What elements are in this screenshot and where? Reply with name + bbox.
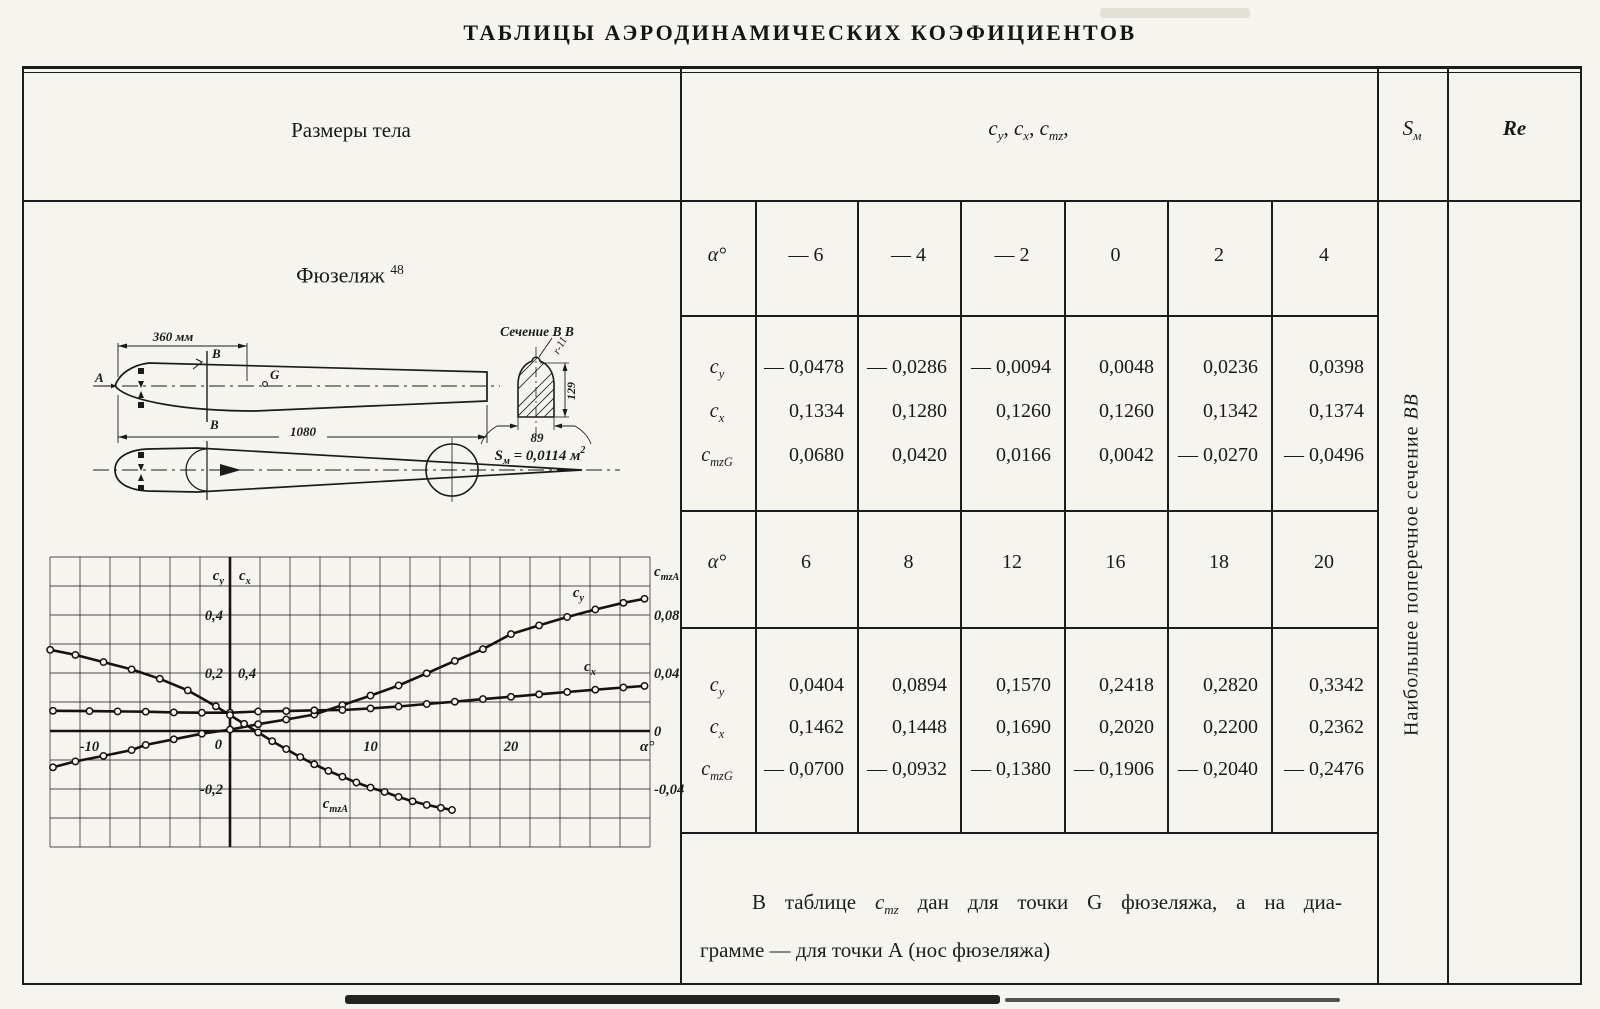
table-horizontal-rule xyxy=(680,510,1377,512)
marker-cmzA xyxy=(449,807,455,813)
marker-cy xyxy=(536,622,542,628)
marker-cmzA xyxy=(409,798,415,804)
alpha-value-cell: 18 xyxy=(1209,551,1229,573)
marker-cx xyxy=(592,687,598,693)
fuselage-label xyxy=(250,262,450,288)
fuselage-side-view xyxy=(115,363,487,411)
formula: $c_x$ xyxy=(709,400,725,425)
marker-cx xyxy=(283,708,289,714)
marker-cmzA xyxy=(157,676,163,682)
coeff-value-cell: 0,1260 xyxy=(996,400,1051,422)
left-tick-label: 0,4 xyxy=(204,608,223,624)
fuselage-name: Фюзеляж xyxy=(296,262,385,288)
marker-cmzA xyxy=(297,754,303,760)
curve-cx xyxy=(53,686,645,713)
label-A: A xyxy=(95,370,104,385)
note-pre: В таблице xyxy=(752,890,875,914)
marker-cmzA xyxy=(381,789,387,795)
coeff-value-cell: 0,0048 xyxy=(1099,356,1154,378)
marker-cmzA xyxy=(269,738,275,744)
formula: $c_x$ xyxy=(1013,116,1030,144)
marker-cy xyxy=(452,658,458,664)
marker-cmzA xyxy=(47,647,53,653)
dim360-arrow-left xyxy=(118,344,127,349)
marker-cx xyxy=(143,709,149,715)
marker-cmzA xyxy=(438,805,444,811)
marker-cx xyxy=(395,703,401,709)
formula: $c_{mz}$ xyxy=(874,890,899,918)
dim360-arrow-right xyxy=(238,344,247,349)
marker-cy xyxy=(564,614,570,620)
formula: $c_y$ xyxy=(709,356,725,381)
marker-cx xyxy=(367,705,373,711)
coeff-value-cell: 0,0420 xyxy=(892,444,947,466)
marker-cmzA xyxy=(255,729,261,735)
marker-cy xyxy=(72,758,78,764)
marker-cy xyxy=(620,600,626,606)
marker-cmzA xyxy=(325,768,331,774)
marker-cx xyxy=(508,694,514,700)
marker-cmzA xyxy=(367,784,373,790)
alpha-row-label: α° xyxy=(707,244,727,266)
marker-cy xyxy=(395,682,401,688)
right-tick-label: 0 xyxy=(654,724,662,740)
coeff-value-cell: 0,0166 xyxy=(996,444,1051,466)
dim-r-label: r-11 xyxy=(550,334,570,357)
coeff-value-cell: 0,1374 xyxy=(1309,400,1364,422)
marker-cmzA xyxy=(128,666,134,672)
x-tick-label: 20 xyxy=(503,739,519,755)
right-tick-label: 0,04 xyxy=(654,666,680,682)
axis-head-cmzA: $c_{mzA}$ xyxy=(654,564,680,583)
axis-head-cy: $c_y$ xyxy=(212,568,224,587)
coeff-value-cell: — 0,1380 xyxy=(971,758,1051,780)
coeff-value-cell: 0,0042 xyxy=(1099,444,1154,466)
marker-cmzA xyxy=(424,802,430,808)
marker-cy xyxy=(199,731,205,737)
marker-cx xyxy=(620,684,626,690)
plan-arrow xyxy=(220,464,241,476)
alpha-value-cell: — 2 xyxy=(994,244,1030,266)
curve-label-cy: $c_y$ xyxy=(572,585,585,605)
alpha-value-cell: 20 xyxy=(1314,551,1334,573)
alpha-value-cell: 6 xyxy=(801,551,811,573)
formula: $c_y$ xyxy=(988,116,1004,144)
marker-cx xyxy=(50,708,56,714)
dim360-label: 360 мм xyxy=(152,329,194,344)
coeff-value-cell: — 0,2476 xyxy=(1284,758,1364,780)
coeff-value-cell: 0,1690 xyxy=(996,716,1051,738)
marker-cmzA xyxy=(311,761,317,767)
coeff-value-cell: 0,2418 xyxy=(1099,674,1154,696)
marker-cmzA xyxy=(213,703,219,709)
right-tick-label: 0,08 xyxy=(654,608,680,624)
coeff-value-cell: 0,2020 xyxy=(1099,716,1154,738)
dim-r-leader xyxy=(539,338,552,357)
marker-cx xyxy=(424,701,430,707)
coeff-value-cell: — 0,2040 xyxy=(1178,758,1258,780)
left-tick-label: -0,2 xyxy=(200,782,223,798)
curve-label-cmzA: $c_{mzA}$ xyxy=(322,795,349,815)
sm-vertical-italic: ВВ xyxy=(1400,393,1423,420)
coeff-value-cell: — 0,0094 xyxy=(971,356,1051,378)
formula: $c_{mz}$ xyxy=(1039,116,1064,144)
fitting-marks-plan xyxy=(138,452,144,491)
note-line-1 xyxy=(700,882,1342,930)
fitting-marks-side xyxy=(138,368,144,408)
dim1080-arrow-left xyxy=(118,435,127,440)
scan-artifact-top xyxy=(1100,8,1250,18)
coeff-value-cell: — 0,0932 xyxy=(867,758,947,780)
left-tick-label: 0,2 xyxy=(204,666,223,682)
coeff-value-cell: 0,1570 xyxy=(996,674,1051,696)
sm-column-vertical-text xyxy=(1379,330,1445,800)
curve-cy xyxy=(53,599,645,768)
alpha-value-cell: 2 xyxy=(1214,244,1224,266)
x-axis-title: α° xyxy=(640,739,655,755)
marker-cmzA xyxy=(185,687,191,693)
coeff-value-cell: 0,0398 xyxy=(1309,356,1364,378)
marker-cmzA xyxy=(395,794,401,800)
x-tick-label: 10 xyxy=(363,739,378,755)
scan-artifact-bottom-2 xyxy=(1005,998,1340,1002)
dim1080-label: 1080 xyxy=(290,424,316,439)
table-top-inner-line xyxy=(22,72,1582,73)
dim89-label: 89 xyxy=(530,430,544,445)
table-horizontal-rule xyxy=(680,627,1377,629)
coeff-value-cell: — 0,1906 xyxy=(1074,758,1154,780)
marker-cy xyxy=(508,631,514,637)
note-line-2: грамме — для точки А (нос фюзеляжа) xyxy=(700,938,1051,963)
marker-cy xyxy=(367,692,373,698)
coeff-value-cell: 0,0404 xyxy=(789,674,844,696)
note-cmz-formula xyxy=(874,890,899,918)
coeff-value-cell: 0,2200 xyxy=(1203,716,1258,738)
formula: $c_{mzG}$ xyxy=(701,758,733,783)
label-G: G xyxy=(270,367,280,382)
table-horizontal-rule xyxy=(680,832,1377,834)
curve-label-cx: $c_x$ xyxy=(584,658,596,678)
coeff-value-cell: 0,3342 xyxy=(1309,674,1364,696)
marker-cx xyxy=(311,707,317,713)
fuselage-drawing xyxy=(85,325,630,543)
coeff-value-cell: 0,1448 xyxy=(892,716,947,738)
alpha-value-cell: 4 xyxy=(1319,244,1329,266)
marker-cmzA xyxy=(353,779,359,785)
marker-cx xyxy=(536,691,542,697)
coeff-value-cell: 0,0680 xyxy=(789,444,844,466)
marker-cmzA xyxy=(283,746,289,752)
note-post: дан для точки G фюзеляжа, а на диа- xyxy=(898,890,1342,914)
coeff-value-cell: 0,1342 xyxy=(1203,400,1258,422)
left-tick-label-cx: 0,4 xyxy=(238,666,257,682)
table-note xyxy=(700,882,1342,970)
dim129-label: 129 xyxy=(564,382,578,400)
scan-artifact-bottom xyxy=(345,995,1000,1004)
axis-head-cx: $c_x$ xyxy=(239,568,251,587)
sm-formula: $S_м = 0,0114$ $м^2$ xyxy=(494,445,586,467)
header-re: Re xyxy=(1502,116,1527,140)
alpha-value-cell: 16 xyxy=(1105,551,1126,573)
coeff-value-cell: 0,2362 xyxy=(1309,716,1364,738)
header-sm xyxy=(1377,116,1447,144)
marker-cx xyxy=(339,707,345,713)
marker-cy xyxy=(283,716,289,722)
marker-cx xyxy=(114,708,120,714)
formula: $S_м$ xyxy=(1402,116,1422,144)
dim89-leader-right xyxy=(575,426,591,444)
marker-cy xyxy=(50,764,56,770)
coeff-value-cell: — 0,0286 xyxy=(867,356,947,378)
marker-cx xyxy=(171,709,177,715)
coeff-value-cell: 0,0236 xyxy=(1203,356,1258,378)
marker-cy xyxy=(171,736,177,742)
marker-cy xyxy=(143,742,149,748)
marker-cx xyxy=(86,708,92,714)
page-title: ТАБЛИЦЫ АЭРОДИНАМИЧЕСКИХ КОЭФИЦИЕНТОВ xyxy=(463,20,1137,45)
coeff-value-cell: — 0,0270 xyxy=(1178,444,1258,466)
coefficients-chart xyxy=(40,552,720,854)
x-tick-label: -10 xyxy=(79,739,100,755)
marker-cmzA xyxy=(339,774,345,780)
marker-cx xyxy=(641,683,647,689)
coeff-value-cell: 0,1334 xyxy=(789,400,844,422)
coeff-value-cell: — 0,0496 xyxy=(1284,444,1364,466)
marker-cmzA xyxy=(72,652,78,658)
marker-cmzA xyxy=(100,659,106,665)
coeff-value-cell: 0,0894 xyxy=(892,674,947,696)
right-tick-label: -0,04 xyxy=(654,782,685,798)
alpha-row-label: α° xyxy=(707,551,727,573)
formula: $c_x$ xyxy=(709,716,725,741)
alpha-value-cell: 0 xyxy=(1110,244,1121,266)
marker-cy xyxy=(592,606,598,612)
coeff-value-cell: — 0,0700 xyxy=(764,758,844,780)
marker-cx xyxy=(452,699,458,705)
marker-cmzA xyxy=(241,721,247,727)
dim89-leader-left xyxy=(481,426,497,444)
marker-cx xyxy=(255,708,261,714)
marker-cy xyxy=(100,753,106,759)
marker-cy xyxy=(128,747,134,753)
marker-cmzA xyxy=(227,712,233,718)
table-horizontal-rule xyxy=(22,200,1582,202)
coeff-value-cell: 0,1280 xyxy=(892,400,947,422)
label-B-top: B xyxy=(212,346,221,361)
coeff-value-cell: 0,1462 xyxy=(789,716,844,738)
section-title: Сечение В В xyxy=(500,325,574,339)
label-B-bottom: B xyxy=(210,417,219,432)
formula: $c_{mzG}$ xyxy=(701,444,733,469)
coeff-value-cell: — 0,0478 xyxy=(764,356,844,378)
coeff-value-cell: 0,2820 xyxy=(1203,674,1258,696)
origin-label: 0 xyxy=(214,737,222,753)
marker-cy xyxy=(227,726,233,732)
alpha-value-cell: — 4 xyxy=(891,244,926,266)
marker-cy xyxy=(480,646,486,652)
table-vertical-rule xyxy=(1447,66,1449,985)
marker-cy xyxy=(255,721,261,727)
coeff-value-cell: 0,1260 xyxy=(1099,400,1154,422)
marker-cy xyxy=(641,596,647,602)
sm-vertical-normal: Наибольшее поперечное сечение xyxy=(1400,419,1423,737)
header-body-dimensions: Размеры тела xyxy=(291,118,411,142)
marker-cx xyxy=(564,689,570,695)
point-G-marker xyxy=(263,382,268,387)
alpha-value-cell: 12 xyxy=(1002,551,1022,573)
marker-cy xyxy=(424,670,430,676)
header-coefficients: $c_y$, $c_x$, $c_{mz}$, xyxy=(988,116,1069,144)
marker-cx xyxy=(480,696,486,702)
table-horizontal-rule xyxy=(680,315,1377,317)
marker-cx xyxy=(199,710,205,716)
fuselage-ref-number: 48 xyxy=(390,262,404,277)
formula: $c_y$ xyxy=(709,674,725,699)
alpha-value-cell: 8 xyxy=(903,551,914,573)
alpha-value-cell: — 6 xyxy=(788,244,824,266)
